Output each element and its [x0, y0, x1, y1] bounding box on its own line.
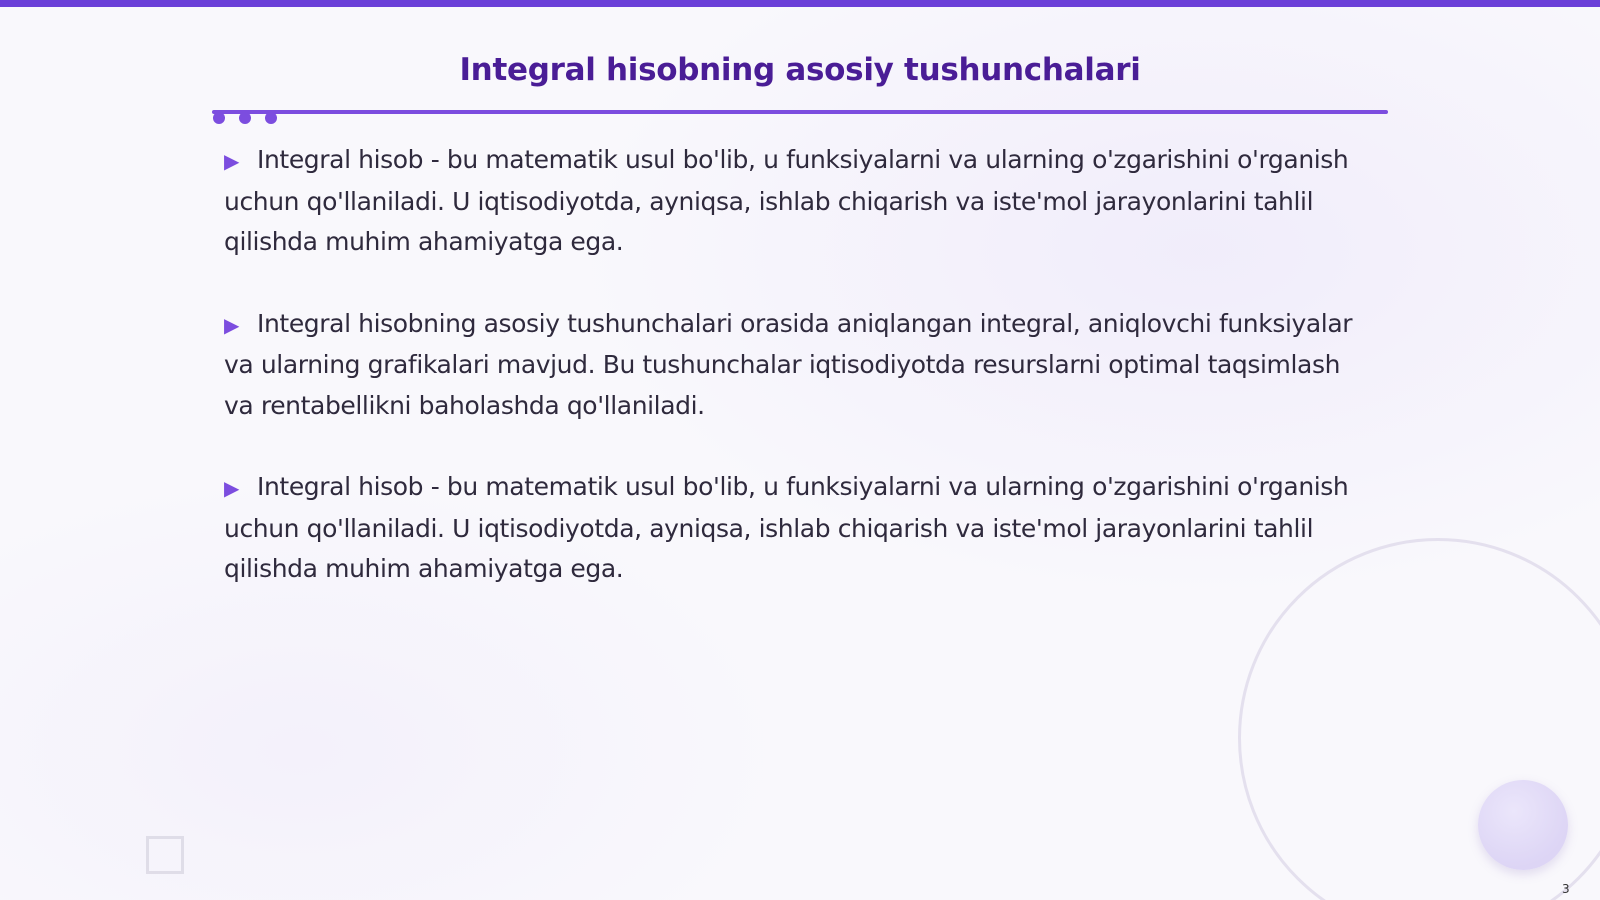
- decorative-circle-filled: [1478, 780, 1568, 870]
- bullet-item: [224, 467, 1364, 590]
- bullet-list: [224, 140, 1364, 631]
- decorative-dot: [239, 112, 251, 124]
- triangle-bullet-icon: ▶: [224, 312, 239, 337]
- slide-title: Integral hisobning asosiy tushunchalari: [459, 52, 1141, 88]
- decorative-square: [146, 836, 184, 874]
- triangle-bullet-icon: ▶: [224, 476, 239, 500]
- bullet-item: [224, 140, 1364, 263]
- bullet-text: Integral hisob - bu matematik usul bo'lib, u funksiyalarni va ularning o'zgarishini o'rganish uchun qo'llaniladi. U iqtisodiyotda, ayniqsa, ishlab chiqarish va iste'mol jarayonlarini tahlil qilishda muhim ahamiyatga ega.: [224, 472, 1349, 583]
- bullet-item: [224, 304, 1364, 427]
- decorative-dot: [213, 112, 225, 124]
- decorative-dot: [265, 112, 277, 124]
- title-underline: [212, 110, 1388, 114]
- page-number: 3: [1562, 882, 1570, 896]
- bullet-text: Integral hisob - bu matematik usul bo'lib, u funksiyalarni va ularning o'zgarishini o'rganish uchun qo'llaniladi. U iqtisodiyotda, ayniqsa, ishlab chiqarish va iste'mol jarayonlarini tahlil qilishda muhim ahamiyatga ega.: [224, 145, 1349, 256]
- bullet-text: Integral hisobning asosiy tushunchalari orasida aniqlangan integral, aniqlovchi funksiyalar va ularning grafikalari mavjud. Bu tushunchalar iqtisodiyotda resurslarni optimal taqsimlash va rentabellikni baholashda qo'llaniladi.: [224, 308, 1353, 420]
- top-accent-bar: [0, 0, 1600, 7]
- triangle-bullet-icon: ▶: [224, 149, 239, 173]
